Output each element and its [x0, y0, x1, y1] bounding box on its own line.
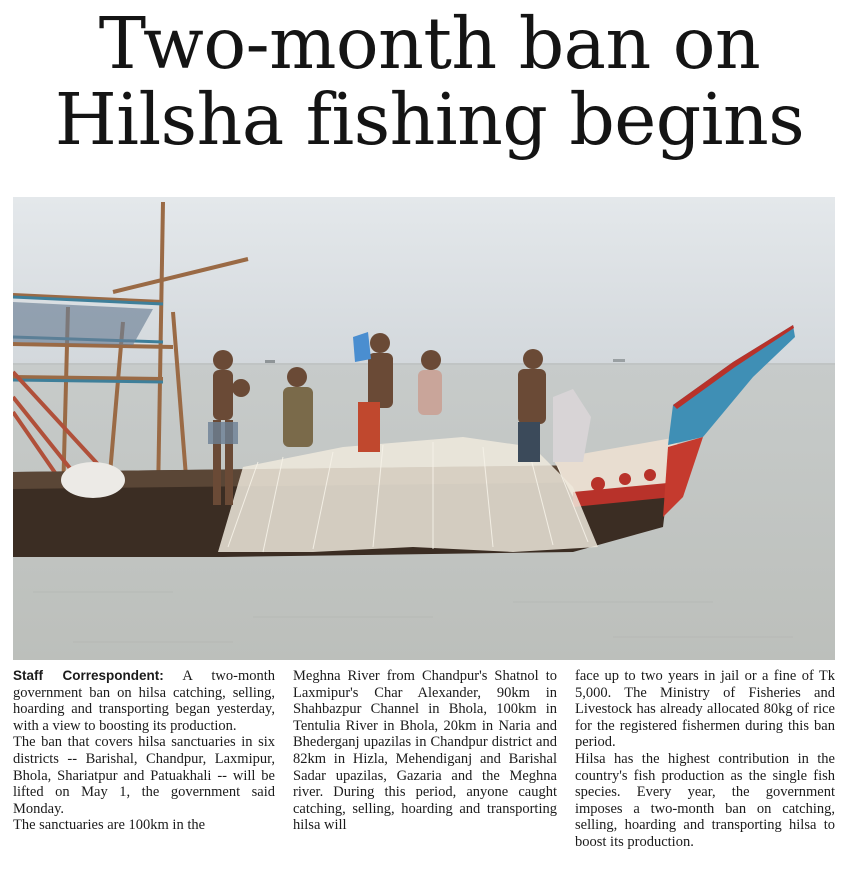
byline: Staff Correspondent:	[13, 668, 164, 683]
lead-paragraph	[13, 668, 275, 734]
paragraph-sanctuaries-continued: Meghna River from Chandpur's Shatnol to Laxmipur's Char Alexander, 90km in Shahbazpur Channel in Bhola, 100km in Tentulia River in Bhola, 20km in Naria and Bhederganj upazilas in Chandpur district and 82km in Hizla, Mehendiganj and Barishal Sadar upazilas, Gazaria and the Meghna river. During this period, anyone caught catching, selling, hoarding and transporting hilsa will	[293, 668, 557, 834]
article-column-3	[575, 668, 835, 851]
paragraph-contribution: Hilsa has the highest contribution in the country's fish production as the single fish species. Every year, the government imposes a two-month ban on catching, selling, hoarding and transporting hilsa to boost its production.	[575, 750, 835, 850]
article-body	[13, 668, 835, 873]
headline-line-1: Two-month ban on	[98, 2, 761, 85]
headline-line-2: Hilsha fishing begins	[54, 78, 805, 161]
fishermen-boat-photo	[13, 197, 835, 660]
paragraph-sanctuaries-start: The sanctuaries are 100km in the	[13, 817, 206, 834]
paragraph-districts: The ban that covers hilsa sanctuaries in six districts -- Barishal, Chandpur, Laxmipur, Bhola, Shariatpur and Patuakhali -- will be lifted on May 1, the government said Monday.	[13, 734, 275, 817]
lead-text: A two-month government ban on hilsa catching, selling, hoarding and transporting began yesterday, with a view to boosting its production.	[13, 668, 275, 734]
article-column-2	[293, 668, 557, 834]
paragraph-penalty: face up to two years in jail or a fine of Tk 5,000. The Ministry of Fisheries and Livestock has already allocated 80kg of rice for the registered fishermen during this ban period.	[575, 668, 835, 751]
headline	[0, 2, 859, 161]
article-photo	[13, 197, 835, 660]
article-column-1	[13, 668, 275, 834]
